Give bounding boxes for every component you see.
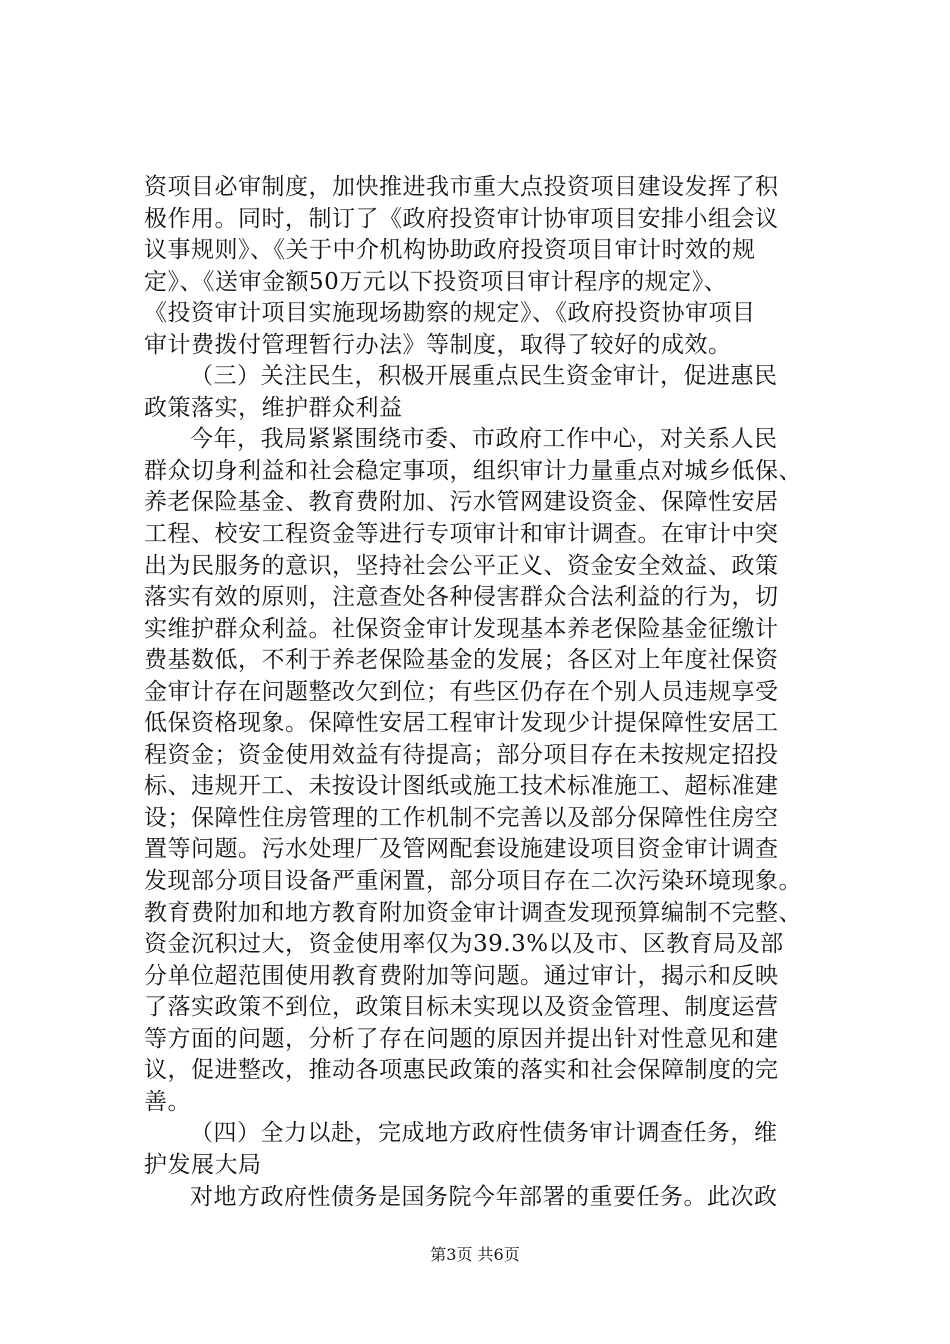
text-line: 审计费拨付管理暂行办法》等制度，取得了较好的成效。: [144, 331, 732, 358]
text-line: 《投资审计项目实施现场勘察的规定》、《政府投资协审项目: [144, 300, 756, 327]
text-line: 工程、校安工程资金等进行专项审计和审计调查。在审计中突: [144, 521, 779, 548]
text-line: 标、违规开工、未按设计图纸或施工技术标准施工、超标准建: [144, 773, 779, 800]
text-line: 等方面的问题，分析了存在问题的原因并提出针对性意见和建: [144, 1025, 779, 1052]
text-line: 出为民服务的意识，坚持社会公平正义、资金安全效益、政策: [144, 552, 779, 579]
text-line: 善。: [144, 1088, 191, 1115]
text-line: 金审计存在问题整改欠到位；有些区仍存在个别人员违规享受: [144, 678, 779, 705]
section-heading-line: （四）全力以赴，完成地方政府性债务审计调查任务，维: [190, 1120, 778, 1147]
text-line: 极作用。同时，制订了《政府投资审计协审项目安排小组会议: [144, 205, 779, 232]
text-line: 资金沉积过大，资金使用率仅为39.3%以及市、区教育局及部: [144, 931, 784, 958]
paragraph-first-line: 今年，我局紧紧围绕市委、市政府工作中心，对关系人民: [190, 426, 778, 453]
text-line: 低保资格现象。保障性安居工程审计发现少计提保障性安居工: [144, 710, 779, 737]
text-line: 设；保障性住房管理的工作机制不完善以及部分保障性住房空: [144, 804, 779, 831]
text-line: 实维护群众利益。社保资金审计发现基本养老保险基金征缴计: [144, 615, 779, 642]
document-body: [144, 172, 844, 1213]
text-line: 程资金；资金使用效益有待提高；部分项目存在未按规定招投: [144, 741, 779, 768]
section-heading-line: 护发展大局: [144, 1151, 262, 1178]
section-heading-line: （三）关注民生，积极开展重点民生资金审计，促进惠民: [190, 363, 778, 390]
text-line: 议，促进整改，推动各项惠民政策的落实和社会保障制度的完: [144, 1057, 779, 1084]
text-line: 发现部分项目设备严重闲置，部分项目存在二次污染环境现象。: [144, 868, 802, 895]
text-line: 议事规则》、《关于中介机构协助政府投资项目审计时效的规: [144, 237, 756, 264]
text-line: 定》、《送审金额50万元以下投资项目审计程序的规定》、: [144, 268, 728, 295]
text-line: 费基数低，不利于养老保险基金的发展；各区对上年度社保资: [144, 647, 779, 674]
text-line: 养老保险基金、教育费附加、污水管网建设资金、保障性安居: [144, 489, 779, 516]
text-line: 分单位超范围使用教育费附加等问题。通过审计，揭示和反映: [144, 962, 779, 989]
section-heading-line: 政策落实，维护群众利益: [144, 394, 403, 421]
text-line: 资项目必审制度，加快推进我市重大点投资项目建设发挥了积: [144, 174, 779, 200]
text-line: 置等问题。污水处理厂及管网配套设施建设项目资金审计调查: [144, 836, 779, 863]
text-line: 落实有效的原则，注意查处各种侵害群众合法利益的行为，切: [144, 584, 779, 611]
paragraph-first-line: 对地方政府性债务是国务院今年部署的重要任务。此次政: [190, 1183, 778, 1210]
text-line: 群众切身利益和社会稳定事项，组织审计力量重点对城乡低保、: [144, 457, 802, 484]
text-line: 了落实政策不到位，政策目标未实现以及资金管理、制度运营: [144, 994, 779, 1021]
page-number-footer: 第3页 共6页: [430, 1245, 520, 1264]
text-line: 教育费附加和地方教育附加资金审计调查发现预算编制不完整、: [144, 899, 802, 926]
